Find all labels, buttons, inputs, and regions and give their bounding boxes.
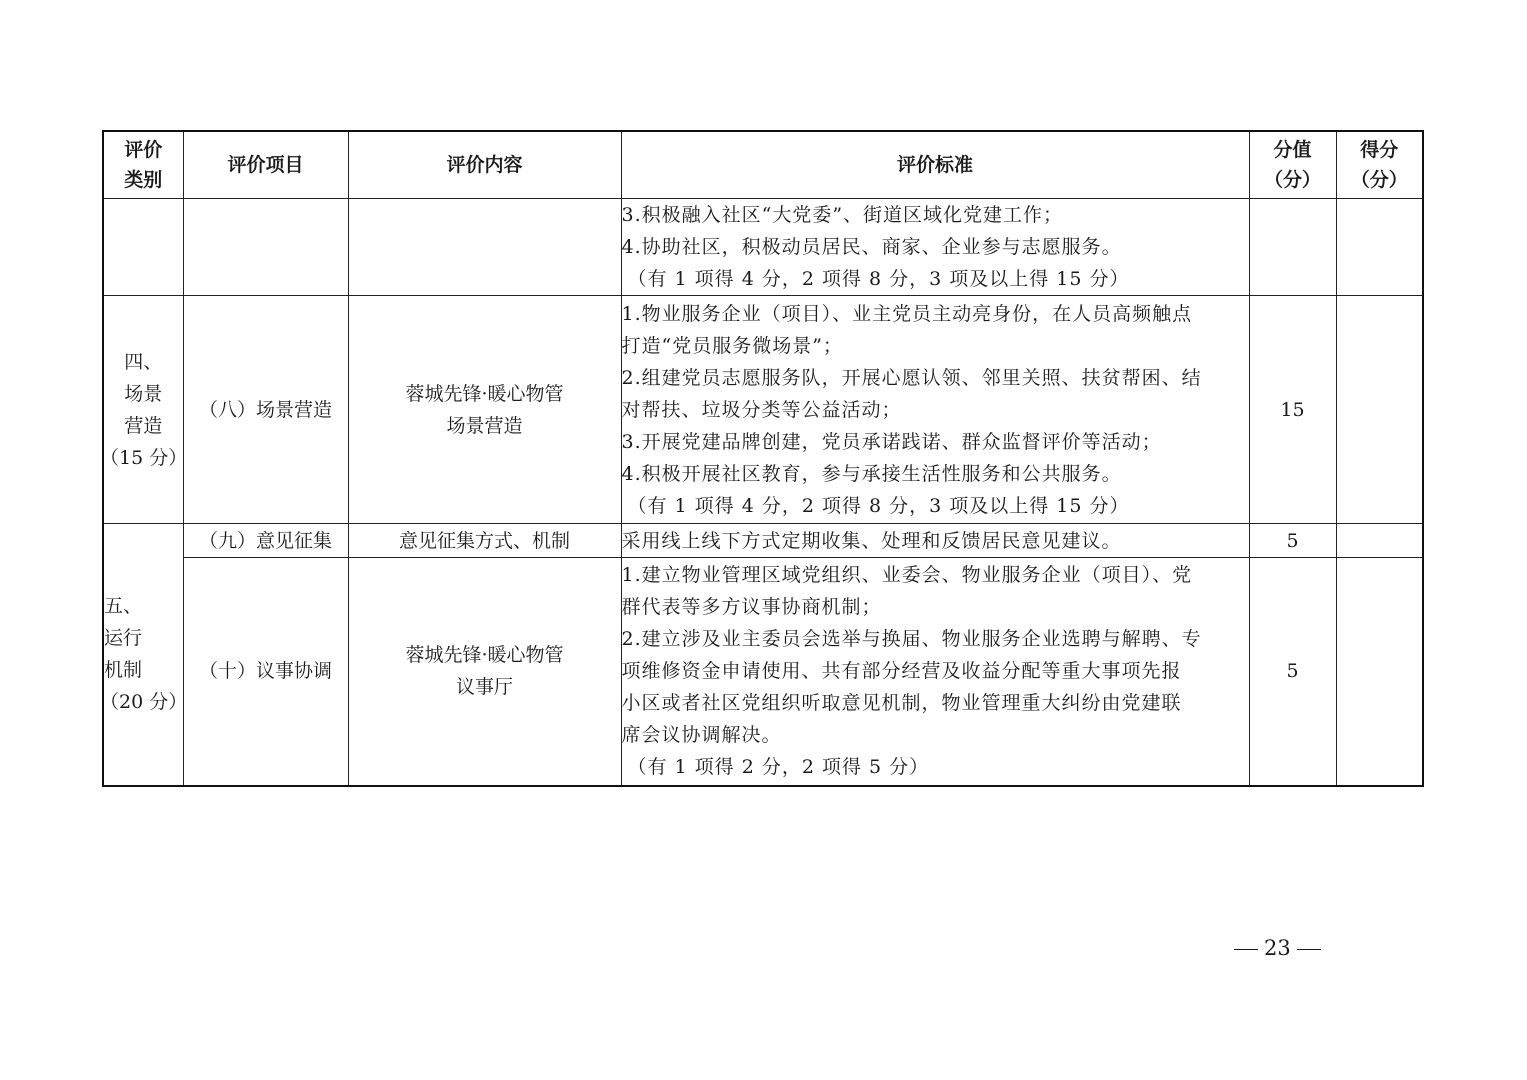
category-line: 营造 bbox=[124, 414, 163, 437]
standard-line: 1.物业服务企业（项目）、业主党员主动亮身份，在人员高频触点 bbox=[621, 302, 1193, 325]
cell-item: （九）意见征集 bbox=[183, 524, 348, 558]
standard-line: 2.组建党员志愿服务队，开展心愿认领、邻里关照、扶贫帮困、结 bbox=[621, 366, 1202, 389]
content-line: 蓉城先锋·暖心物管 bbox=[405, 382, 564, 405]
standard-line: 项维修资金申请使用、共有部分经营及收益分配等重大事项先报 bbox=[621, 660, 1182, 683]
standard-line: （有 1 项得 4 分，2 项得 8 分，3 项及以上得 15 分） bbox=[627, 494, 1130, 517]
content-line: 蓉城先锋·暖心物管 bbox=[405, 644, 564, 667]
standard-line: （有 1 项得 2 分，2 项得 5 分） bbox=[627, 756, 930, 779]
cell-standard bbox=[621, 296, 1249, 524]
cell-content bbox=[348, 296, 621, 524]
standard-line: 4.协助社区，积极动员居民、商家、企业参与志愿服务。 bbox=[621, 236, 1122, 258]
category-line: 五、 bbox=[104, 595, 143, 618]
cell-category-empty bbox=[103, 199, 183, 296]
cell-item: （八）场景营造 bbox=[183, 296, 348, 524]
header-content: 评价内容 bbox=[348, 131, 621, 199]
cell-score: 15 bbox=[1249, 296, 1336, 524]
content-line: 议事厅 bbox=[455, 676, 513, 699]
category-line: 机制 bbox=[104, 659, 143, 682]
cell-standard bbox=[621, 558, 1249, 786]
cell-item-empty bbox=[183, 199, 348, 296]
cell-got-empty bbox=[1336, 296, 1423, 524]
cell-standard: 采用线上线下方式定期收集、处理和反馈居民意见建议。 bbox=[621, 524, 1249, 558]
category-line: 场景 bbox=[124, 382, 163, 405]
content-line: 场景营造 bbox=[446, 414, 523, 437]
cell-got-empty bbox=[1336, 558, 1423, 786]
standard-line: 2.建立涉及业主委员会选举与换届、物业服务企业选聘与解聘、专 bbox=[621, 628, 1202, 651]
standard-line: 席会议协调解决。 bbox=[621, 724, 782, 747]
standard-line: （有 1 项得 4 分，2 项得 8 分，3 项及以上得 15 分） bbox=[627, 268, 1130, 290]
table-row bbox=[103, 524, 1423, 558]
standard-line: 3.开展党建品牌创建，党员承诺践诺、群众监督评价等活动； bbox=[621, 430, 1162, 453]
cell-content: 意见征集方式、机制 bbox=[348, 524, 621, 558]
page-number-dash-left bbox=[1234, 949, 1258, 950]
cell-standard bbox=[621, 199, 1249, 296]
header-category-line: 类别 bbox=[124, 169, 163, 191]
page-number-value: 23 bbox=[1264, 936, 1291, 960]
cell-category bbox=[100, 524, 188, 786]
page-number bbox=[1228, 936, 1327, 960]
header-standard: 评价标准 bbox=[621, 131, 1249, 199]
standard-line: 小区或者社区党组织听取意见机制，物业管理重大纠纷由党建联 bbox=[621, 692, 1182, 715]
standard-line: 打造“党员服务微场景”； bbox=[621, 334, 843, 357]
cell-score: 5 bbox=[1249, 558, 1336, 786]
cell-category bbox=[100, 296, 188, 524]
evaluation-table bbox=[102, 130, 1424, 787]
cell-score: 5 bbox=[1249, 524, 1336, 558]
standard-line: 对帮扶、垃圾分类等公益活动； bbox=[621, 398, 902, 421]
table-row bbox=[103, 558, 1423, 786]
table-header-row bbox=[103, 131, 1423, 199]
standard-line: 群代表等多方议事协商机制； bbox=[621, 596, 882, 619]
cell-content bbox=[348, 558, 621, 786]
standard-line: 4.积极开展社区教育，参与承接生活性服务和公共服务。 bbox=[621, 462, 1122, 485]
standard-line: 3.积极融入社区“大党委”、街道区域化党建工作； bbox=[621, 204, 1064, 226]
page-number-dash-right bbox=[1297, 949, 1321, 950]
standard-line: 1.建立物业管理区域党组织、业委会、物业服务企业（项目）、党 bbox=[621, 564, 1193, 587]
cell-got-empty bbox=[1336, 524, 1423, 558]
header-category bbox=[103, 131, 183, 199]
cell-got-empty bbox=[1336, 199, 1423, 296]
cell-item: （十）议事协调 bbox=[183, 558, 348, 786]
category-line: 四、 bbox=[124, 350, 163, 373]
header-got-score bbox=[1336, 131, 1423, 199]
header-got-line: （分） bbox=[1350, 169, 1408, 191]
header-score-line: 分值 bbox=[1273, 139, 1312, 161]
table-row bbox=[103, 296, 1423, 524]
category-line: （15 分） bbox=[100, 446, 188, 469]
header-score-line: （分） bbox=[1263, 169, 1321, 191]
cell-score-empty bbox=[1249, 199, 1336, 296]
header-score bbox=[1249, 131, 1336, 199]
table-row bbox=[103, 199, 1423, 296]
cell-content-empty bbox=[348, 199, 621, 296]
category-line: （20 分） bbox=[100, 691, 188, 714]
category-line: 运行 bbox=[104, 627, 143, 650]
header-item: 评价项目 bbox=[183, 131, 348, 199]
header-category-line: 评价 bbox=[124, 139, 163, 161]
header-got-line: 得分 bbox=[1360, 139, 1399, 161]
